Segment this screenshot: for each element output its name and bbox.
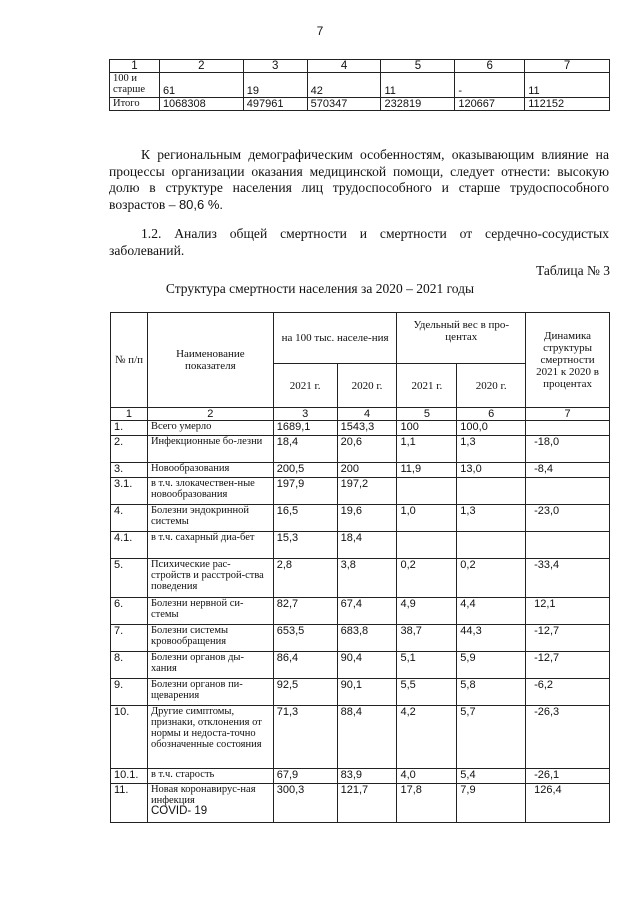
table-row: [111, 463, 610, 478]
indicator-name-extra: COVID- 19: [150, 805, 208, 817]
indicator-name-cell: [147, 436, 273, 463]
share-2021-cell: 1,1: [397, 436, 457, 463]
per100k-2021-cell: 86,4: [273, 652, 337, 679]
header-year: 2021 г.: [397, 364, 457, 408]
table-cell: 120667: [455, 98, 525, 111]
table-cell: 232819: [381, 98, 455, 111]
indicator-name: Всего умерло: [150, 421, 212, 432]
share-2021-cell: 11,9: [397, 463, 457, 478]
table-row: [111, 625, 610, 652]
per100k-2021-cell: 197,9: [273, 478, 337, 505]
indicator-name: Болезни нервной си-стемы: [150, 598, 244, 620]
indicator-name-cell: [147, 769, 273, 784]
total-label-cell: Итого: [110, 98, 160, 111]
table-row: [111, 532, 610, 559]
share-2020-cell: 44,3: [457, 625, 526, 652]
share-2020-cell: 13,0: [457, 463, 526, 478]
column-number: 7: [525, 60, 610, 73]
per100k-2020-cell: 3,8: [337, 559, 397, 598]
table-row: [111, 706, 610, 769]
column-number: 2: [147, 408, 273, 421]
per100k-2020-cell: 88,4: [337, 706, 397, 769]
column-number: 2: [159, 60, 243, 73]
row-number-cell: 4.1.: [111, 532, 148, 559]
share-2020-cell: 5,8: [457, 679, 526, 706]
indicator-name: Болезни органов пи-щеварения: [150, 679, 243, 701]
share-2021-cell: 100: [397, 421, 457, 436]
indicator-name-cell: [147, 463, 273, 478]
column-number: 3: [273, 408, 337, 421]
dynamics-cell: -12,7: [526, 652, 610, 679]
row-number-cell: 7.: [111, 625, 148, 652]
column-number: 1: [111, 408, 148, 421]
table-row: [111, 559, 610, 598]
per100k-2020-cell: 67,4: [337, 598, 397, 625]
row-number-cell: 2.: [111, 436, 148, 463]
column-number-row: [111, 408, 610, 421]
per100k-2020-cell: 1543,3: [337, 421, 397, 436]
indicator-name: в т.ч. старость: [150, 769, 215, 780]
share-2021-cell: 5,1: [397, 652, 457, 679]
per100k-2020-cell: 83,9: [337, 769, 397, 784]
header-dynamics: Динамика структуры смертности 2021 к 2020 в процентах: [526, 313, 610, 408]
indicator-name-cell: [147, 625, 273, 652]
column-number: 4: [337, 408, 397, 421]
section-heading: 1.2. Анализ общей смертности и смертности от сердечно-сосудистых заболеваний.: [109, 226, 609, 258]
table-row: [110, 98, 610, 111]
share-2021-cell: 1,0: [397, 505, 457, 532]
indicator-name-cell: [147, 559, 273, 598]
table-row: [111, 505, 610, 532]
per100k-2020-cell: 19,6: [337, 505, 397, 532]
per100k-2021-cell: 18,4: [273, 436, 337, 463]
share-2021-cell: 4,2: [397, 706, 457, 769]
share-2020-cell: 100,0: [457, 421, 526, 436]
indicator-name-cell: [147, 784, 273, 823]
share-2021-cell: 5,5: [397, 679, 457, 706]
column-number: 5: [381, 60, 455, 73]
dynamics-cell: 126,4: [526, 784, 610, 823]
per100k-2021-cell: 82,7: [273, 598, 337, 625]
share-2020-cell: 4,4: [457, 598, 526, 625]
per100k-2020-cell: 90,1: [337, 679, 397, 706]
share-2021-cell: 17,8: [397, 784, 457, 823]
table-row: [111, 679, 610, 706]
indicator-name: Инфекционные бо-лезни: [150, 436, 263, 447]
table-label: Таблица № 3: [536, 263, 610, 278]
table-row: [111, 598, 610, 625]
indicator-name-cell: [147, 652, 273, 679]
table-cell: 570347: [307, 98, 381, 111]
per100k-2020-cell: 200: [337, 463, 397, 478]
per100k-2021-cell: 200,5: [273, 463, 337, 478]
column-number: 6: [457, 408, 526, 421]
column-number: 3: [243, 60, 307, 73]
table-row: [111, 436, 610, 463]
row-number-cell: 10.: [111, 706, 148, 769]
dynamics-cell: -12,7: [526, 625, 610, 652]
indicator-name-cell: [147, 706, 273, 769]
row-number-cell: 3.: [111, 463, 148, 478]
row-number-cell: 6.: [111, 598, 148, 625]
dynamics-cell: -33,4: [526, 559, 610, 598]
per100k-2020-cell: 90,4: [337, 652, 397, 679]
table-title: Структура смертности населения за 2020 – 2021 годы: [165, 281, 475, 296]
indicator-name-cell: [147, 505, 273, 532]
per100k-2020-cell: 121,7: [337, 784, 397, 823]
indicator-name: Новая коронавирус-ная инфекция: [150, 784, 256, 806]
share-2021-cell: 4,9: [397, 598, 457, 625]
share-2020-cell: 5,7: [457, 706, 526, 769]
indicator-name: Болезни эндокринной системы: [150, 505, 249, 527]
share-2020-cell: [457, 532, 526, 559]
row-number-cell: 3.1.: [111, 478, 148, 505]
indicator-name: Новообразования: [150, 463, 230, 474]
column-number: 4: [307, 60, 381, 73]
row-number-cell: 9.: [111, 679, 148, 706]
per100k-2021-cell: 71,3: [273, 706, 337, 769]
table-cell: 1068308: [159, 98, 243, 111]
share-2020-cell: 7,9: [457, 784, 526, 823]
column-number: 1: [110, 60, 160, 73]
share-2021-cell: [397, 532, 457, 559]
indicator-name: Болезни органов ды-хания: [150, 652, 244, 674]
share-2021-cell: 0,2: [397, 559, 457, 598]
indicator-name: Другие симптомы, признаки, отклонения от нормы и недоста-точно обозначенные состояния: [150, 706, 262, 750]
header-year: 2021 г.: [273, 364, 337, 408]
share-2020-cell: 0,2: [457, 559, 526, 598]
indicator-name-cell: [147, 598, 273, 625]
per100k-2021-cell: 67,9: [273, 769, 337, 784]
header-year: 2020 г.: [337, 364, 397, 408]
table-cell: 11: [525, 73, 610, 98]
row-number-cell: 8.: [111, 652, 148, 679]
column-number: 5: [397, 408, 457, 421]
dynamics-cell: [526, 478, 610, 505]
header-indicator-name: Наименование показателя: [147, 313, 273, 408]
row-number-cell: 5.: [111, 559, 148, 598]
table-cell: 497961: [243, 98, 307, 111]
row-number-cell: 10.1.: [111, 769, 148, 784]
dynamics-cell: [526, 532, 610, 559]
indicator-name: Болезни системы кровообращения: [150, 625, 229, 647]
per100k-2021-cell: 653,5: [273, 625, 337, 652]
table-row: [111, 652, 610, 679]
table-row: [111, 769, 610, 784]
dynamics-cell: -23,0: [526, 505, 610, 532]
per100k-2021-cell: 16,5: [273, 505, 337, 532]
paragraph-text: К региональным демографическим особенностям, оказывающим влияние на процессы организации оказания медицинской помощи, следует отнести: высокую долю в структуре населения лиц трудоспособного и старше трудоспособного возрастов –: [109, 147, 609, 212]
table-cell: -: [455, 73, 525, 98]
page-number: 7: [316, 24, 324, 38]
per100k-2021-cell: 1689,1: [273, 421, 337, 436]
table-row: [111, 784, 610, 823]
share-2021-cell: [397, 478, 457, 505]
share-2020-cell: 5,9: [457, 652, 526, 679]
dynamics-cell: 12,1: [526, 598, 610, 625]
table-row: [111, 421, 610, 436]
table-cell: 19: [243, 73, 307, 98]
dynamics-cell: [526, 421, 610, 436]
population-table-continuation: [109, 59, 610, 111]
indicator-name-cell: [147, 679, 273, 706]
dynamics-cell: -18,0: [526, 436, 610, 463]
dynamics-cell: -8,4: [526, 463, 610, 478]
table-cell: 61: [159, 73, 243, 98]
table-row: [110, 73, 610, 98]
paragraph-value: 80,6 %.: [178, 196, 224, 212]
share-2021-cell: 38,7: [397, 625, 457, 652]
table-cell: 11: [381, 73, 455, 98]
table-header-row: [111, 313, 610, 364]
indicator-name-cell: [147, 421, 273, 436]
per100k-2020-cell: 18,4: [337, 532, 397, 559]
column-number: 6: [455, 60, 525, 73]
share-2020-cell: 1,3: [457, 505, 526, 532]
table-header-row: [110, 60, 610, 73]
share-2021-cell: 4,0: [397, 769, 457, 784]
header-per-100k: на 100 тыс. населе-ния: [273, 313, 397, 364]
row-number-cell: 4.: [111, 505, 148, 532]
indicator-name: в т.ч. злокачествен-ные новообразования: [150, 478, 255, 500]
per100k-2021-cell: 2,8: [273, 559, 337, 598]
indicator-name-cell: [147, 532, 273, 559]
indicator-name: в т.ч. сахарный диа-бет: [150, 532, 255, 543]
indicator-name: Психические рас-стройств и расстрой-ства поведения: [150, 559, 264, 592]
share-2020-cell: [457, 478, 526, 505]
per100k-2021-cell: 300,3: [273, 784, 337, 823]
indicator-name-cell: [147, 478, 273, 505]
demographics-paragraph: [109, 147, 609, 213]
mortality-structure-table: [110, 312, 610, 823]
header-row-number: № п/п: [111, 313, 148, 408]
age-group-cell: 100 и старше: [110, 73, 160, 98]
row-number-cell: 1.: [111, 421, 148, 436]
column-number: 7: [526, 408, 610, 421]
share-2020-cell: 5,4: [457, 769, 526, 784]
per100k-2020-cell: 20,6: [337, 436, 397, 463]
share-2020-cell: 1,3: [457, 436, 526, 463]
header-share-percent: Удельный вес в про-центах: [397, 313, 526, 364]
per100k-2021-cell: 15,3: [273, 532, 337, 559]
section-heading-paragraph: [109, 226, 609, 259]
per100k-2020-cell: 197,2: [337, 478, 397, 505]
dynamics-cell: -26,1: [526, 769, 610, 784]
table-cell: 112152: [525, 98, 610, 111]
row-number-cell: 11.: [111, 784, 148, 823]
per100k-2021-cell: 92,5: [273, 679, 337, 706]
dynamics-cell: -26,3: [526, 706, 610, 769]
per100k-2020-cell: 683,8: [337, 625, 397, 652]
table-cell: 42: [307, 73, 381, 98]
table-row: [111, 478, 610, 505]
dynamics-cell: -6,2: [526, 679, 610, 706]
header-year: 2020 г.: [457, 364, 526, 408]
